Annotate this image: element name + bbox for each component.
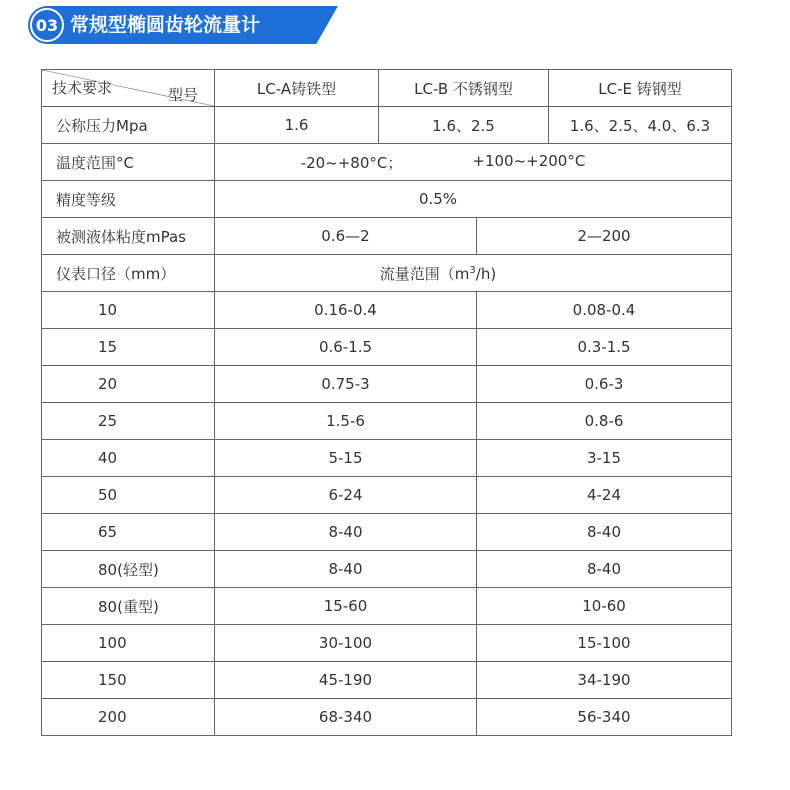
flow-range-superscript: 3 <box>469 264 476 276</box>
flow-high-cell: 56-340 <box>477 699 732 736</box>
diameter-label: 仪表口径（mm） <box>42 255 215 292</box>
size-cell: 80(轻型) <box>42 551 215 588</box>
viscosity-label: 被测液体粘度mPas <box>42 218 215 255</box>
pressure-label: 公称压力Mpa <box>42 107 215 144</box>
flow-low-cell: 8-40 <box>215 514 477 551</box>
table-row <box>42 403 732 440</box>
flow-high-cell: 8-40 <box>477 551 732 588</box>
flow-low-cell: 0.75-3 <box>215 366 477 403</box>
temperature-values <box>215 144 732 181</box>
tech-label: 技术要求 <box>52 79 113 97</box>
flow-high-cell: 0.08-0.4 <box>477 292 732 329</box>
diagonal-header-cell <box>42 70 215 107</box>
size-cell: 50 <box>42 477 215 514</box>
table-row <box>42 662 732 699</box>
header-row <box>42 70 732 107</box>
section-title: 常规型椭圆齿轮流量计 <box>70 14 261 36</box>
flow-low-cell: 6-24 <box>215 477 477 514</box>
accuracy-label: 精度等级 <box>42 181 215 218</box>
flow-low-cell: 45-190 <box>215 662 477 699</box>
model-label: 型号 <box>167 86 198 104</box>
viscosity-high: 2—200 <box>477 218 732 255</box>
size-cell: 150 <box>42 662 215 699</box>
table-row <box>42 625 732 662</box>
temperature-label: 温度范围°C <box>42 144 215 181</box>
section-banner <box>28 6 338 44</box>
flow-low-cell: 1.5-6 <box>215 403 477 440</box>
size-cell: 10 <box>42 292 215 329</box>
flow-low-cell: 0.16-0.4 <box>215 292 477 329</box>
table-row <box>42 440 732 477</box>
flow-high-cell: 3-15 <box>477 440 732 477</box>
model-lc-e: LC-E 铸钢型 <box>549 70 732 107</box>
size-cell: 15 <box>42 329 215 366</box>
flow-range-text: 流量范围（m <box>379 264 470 283</box>
table-row <box>42 699 732 736</box>
spec-table <box>41 69 732 736</box>
flow-low-cell: 8-40 <box>215 551 477 588</box>
accuracy-row <box>42 181 732 218</box>
table-row <box>42 477 732 514</box>
flow-low-cell: 30-100 <box>215 625 477 662</box>
temperature-range-low: -20~+80°C； <box>300 153 403 172</box>
flow-high-cell: 0.8-6 <box>477 403 732 440</box>
diameter-header-row <box>42 255 732 292</box>
flow-low-cell: 0.6-1.5 <box>215 329 477 366</box>
accuracy-value: 0.5% <box>215 181 732 218</box>
pressure-lc-b: 1.6、2.5 <box>379 107 549 144</box>
flow-low-cell: 5-15 <box>215 440 477 477</box>
viscosity-low: 0.6—2 <box>215 218 477 255</box>
flow-high-cell: 4-24 <box>477 477 732 514</box>
temperature-range-high: +100~+200°C <box>472 151 586 170</box>
table-row <box>42 588 732 625</box>
size-cell: 25 <box>42 403 215 440</box>
section-number-badge: 03 <box>30 8 64 42</box>
flow-range-label <box>215 255 732 292</box>
pressure-row <box>42 107 732 144</box>
size-cell: 20 <box>42 366 215 403</box>
size-cell: 65 <box>42 514 215 551</box>
flow-high-cell: 10-60 <box>477 588 732 625</box>
model-lc-a: LC-A铸铁型 <box>215 70 379 107</box>
size-cell: 80(重型) <box>42 588 215 625</box>
flow-high-cell: 0.3-1.5 <box>477 329 732 366</box>
flow-high-cell: 15-100 <box>477 625 732 662</box>
flow-range-unit: /h) <box>475 264 497 283</box>
table-row <box>42 366 732 403</box>
model-lc-b: LC-B 不锈钢型 <box>379 70 549 107</box>
table-row <box>42 551 732 588</box>
pressure-lc-a: 1.6 <box>215 107 379 144</box>
size-cell: 40 <box>42 440 215 477</box>
pressure-lc-e: 1.6、2.5、4.0、6.3 <box>549 107 732 144</box>
table-row <box>42 514 732 551</box>
flow-high-cell: 8-40 <box>477 514 732 551</box>
flow-high-cell: 34-190 <box>477 662 732 699</box>
flow-high-cell: 0.6-3 <box>477 366 732 403</box>
flow-low-cell: 15-60 <box>215 588 477 625</box>
size-cell: 100 <box>42 625 215 662</box>
viscosity-row <box>42 218 732 255</box>
table-row <box>42 292 732 329</box>
temperature-row <box>42 144 732 181</box>
size-cell: 200 <box>42 699 215 736</box>
table-row <box>42 329 732 366</box>
flow-low-cell: 68-340 <box>215 699 477 736</box>
